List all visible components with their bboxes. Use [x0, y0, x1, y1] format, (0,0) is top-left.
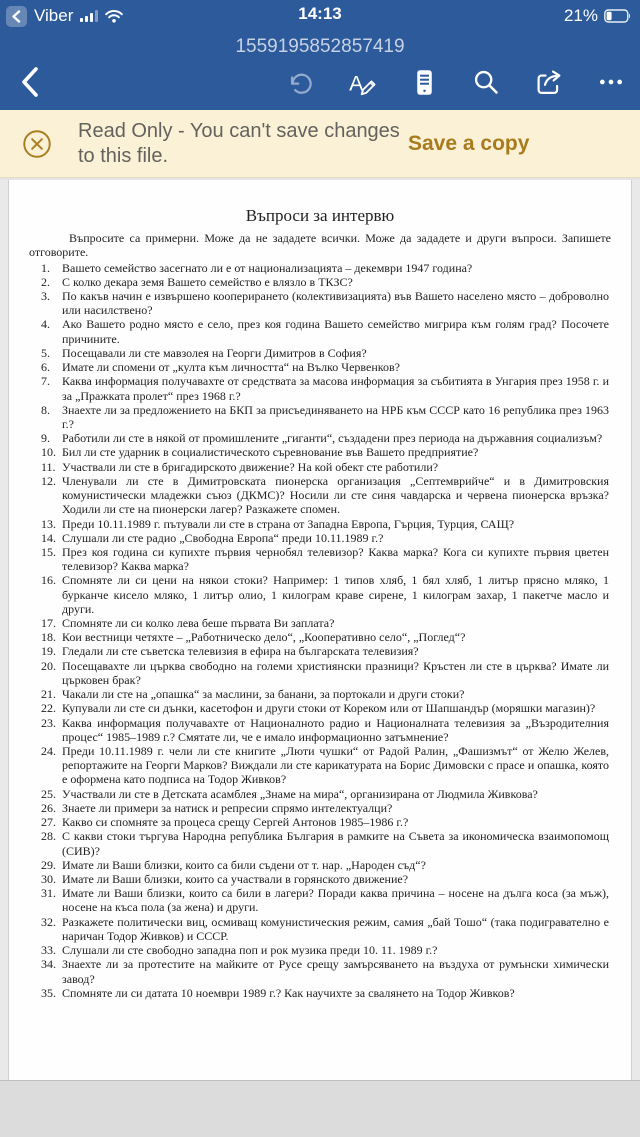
question-text: Кои вестници четяхте – „Работническо дело“, „Кооперативно село“, „Поглед“? — [62, 630, 466, 645]
question-item — [41, 531, 609, 545]
question-item — [41, 787, 609, 801]
question-number: 3. — [41, 289, 50, 304]
question-number: 18. — [41, 630, 56, 645]
question-number: 31. — [41, 886, 56, 901]
battery-icon — [604, 9, 632, 23]
doc-title: Въпроси за интервю — [245, 206, 395, 225]
question-number: 13. — [41, 516, 56, 531]
mobile-view-button[interactable] — [409, 66, 440, 99]
question-text: Участвали ли сте в Детската асамблея „Знаме на мира“, организирана от Людмила Живкова? — [62, 786, 538, 801]
question-text: Посещавали ли сте мавзолея на Георги Димитров в София? — [62, 345, 367, 360]
question-text: Имате ли спомени от „култа към личността“ на Вълко Червенков? — [62, 360, 400, 375]
question-text: Каква информация получавахте от средствата за масова информация за събитията в Унгария през 1958 г. и за „Пражката пролет“ през 1968 г.? — [62, 374, 609, 403]
question-text: Имате ли Ваши близки, които са били в лагери? Поради каква причина – носене на дълга коса (за мъж), носене на къса пола (за жена) и други. — [62, 886, 609, 915]
battery-percent: 21% — [563, 6, 598, 25]
more-button[interactable] — [596, 67, 626, 97]
question-number: 20. — [41, 658, 56, 673]
question-number: 2. — [41, 274, 50, 289]
back-button[interactable] — [18, 64, 42, 100]
question-text: Каква информация получавахте от Националното радио и Националната телевизия за „Възродителния процес“ 1985–1989 г.? Смятате ли, че е имало информационно затъмнение? — [62, 715, 609, 744]
question-number: 14. — [41, 530, 56, 545]
question-item — [41, 815, 609, 829]
question-text: Слушали ли сте свободно западна поп и рок музика преди 10. 11. 1989 г.? — [62, 943, 438, 958]
question-item — [41, 474, 609, 517]
question-number: 33. — [41, 943, 56, 958]
read-only-message: Read Only - You can't save changes to this file. — [78, 119, 400, 167]
question-number: 24. — [41, 744, 56, 759]
question-number: 26. — [41, 800, 56, 815]
question-number: 17. — [41, 616, 56, 631]
status-time: 14:13 — [298, 4, 342, 23]
question-item — [41, 872, 609, 886]
page-gutter — [0, 1080, 640, 1137]
share-icon — [534, 68, 564, 97]
document-canvas[interactable] — [0, 180, 640, 1080]
format-text-icon — [348, 68, 377, 97]
question-text: Какво си спомняте за процеса срещу Сергей Антонов 1985–1986 г.? — [62, 815, 409, 830]
question-number: 34. — [41, 957, 56, 972]
question-text: Преди 10.11.1989 г. чели ли сте книгите „Люти чушки“ от Радой Ралин, „Фашизмът“ от Желю Желев, репортажите на Георги Марков? Виждали ли сте карикатурата на Борис Димовски с прасе и опашка, която е оформена като подписа на Тодор Живков? — [62, 744, 609, 787]
question-item — [41, 886, 609, 914]
question-item — [41, 858, 609, 872]
question-number: 8. — [41, 402, 50, 417]
question-number: 15. — [41, 544, 56, 559]
question-text: Имате ли Ваши близки, които са участвали в горянското движение? — [62, 871, 409, 886]
question-number: 30. — [41, 871, 56, 886]
question-item — [41, 445, 609, 459]
question-item — [41, 616, 609, 630]
cellular-signal-icon — [80, 10, 98, 22]
question-item — [41, 644, 609, 658]
question-text: Имате ли Ваши близки, които са били съдени от т. нар. „Народен съд“? — [62, 857, 426, 872]
question-text: Участвали ли сте в бригадирското движение? На кой обект сте работили? — [62, 459, 439, 474]
question-number: 7. — [41, 374, 50, 389]
question-text: През коя година си купихте първия чернобял телевизор? Каква марка? Кога си купихте първия цветен телевизор? Каква марка? — [62, 544, 609, 574]
question-item — [41, 630, 609, 644]
question-number: 6. — [41, 360, 50, 375]
question-text: По какъв начин е извършено кооперирането (колективизацията) във Вашето населено място – доброволно или насилствено? — [62, 289, 609, 318]
question-number: 12. — [41, 473, 56, 488]
question-number: 35. — [41, 985, 56, 1000]
back-to-app-badge[interactable] — [6, 6, 27, 27]
question-text: Слушали ли сте радио „Свободна Европа“ преди 10.11.1989 г.? — [62, 530, 384, 545]
document-title: 1559195852857419 — [235, 36, 405, 57]
mobile-view-icon — [411, 68, 438, 97]
question-item — [41, 431, 609, 445]
ellipsis-icon — [598, 69, 624, 95]
question-item — [41, 957, 609, 985]
question-item — [41, 317, 609, 345]
question-text: С колко декара земя Вашето семейство е влязло в ТКЗС? — [62, 274, 353, 289]
question-number: 28. — [41, 829, 56, 844]
question-number: 10. — [41, 445, 56, 460]
question-number: 1. — [41, 260, 50, 275]
question-text: Спомняте ли си цени на някои стоки? Например: 1 типов хляб, 1 бял хляб, 1 литър прясно мляко, 1 бурканче кисело мляко, 1 литър олио, 1 килограм краве сирене, 1 килограм захар, 1 пакетче масло и други. — [62, 573, 609, 616]
question-text: Спомняте ли си датата 10 ноември 1989 г.? Как научихте за свалянето на Тодор Живков? — [62, 985, 515, 1000]
question-item — [41, 701, 609, 715]
question-text: Членували ли сте в Димитровската пионерска организация „Септемврийче“ и в Димитровския комунистически младежки съюз (ДКМС)? Носили ли сте синя чавдарска и червена пионерска връзка? Ходили ли сте на пионерски лагер? Разкажете спомен. — [62, 473, 609, 517]
question-text: Купували ли сте си дънки, касетофон и други стоки от Кореком или от Шапшандър (моряшки магазин)? — [62, 701, 596, 716]
question-item — [41, 545, 609, 573]
wifi-icon — [105, 9, 123, 23]
question-text: Ако Вашето родно място е село, през коя година Вашето семейство мигрира към голям град? Посочете причините. — [62, 317, 609, 346]
question-number: 21. — [41, 687, 56, 702]
question-text: Чакали ли сте на „опашка“ за маслини, за банани, за портокали и други стоки? — [62, 687, 465, 702]
format-button[interactable] — [346, 66, 379, 99]
chevron-left-icon — [20, 66, 40, 98]
question-item — [41, 346, 609, 360]
undo-icon — [287, 69, 314, 96]
dismiss-banner-button[interactable] — [20, 127, 54, 161]
question-number: 25. — [41, 786, 56, 801]
question-number: 16. — [41, 573, 56, 588]
question-number: 19. — [41, 644, 56, 659]
question-text: Посещавахте ли църква свободно на големи християнски празници? Кръстен ли сте в църква? Имате ли църковен брак? — [62, 658, 609, 687]
question-item — [41, 915, 609, 943]
question-text: Преди 10.11.1989 г. пътували ли сте в страна от Западна Европа, Гърция, Турция, САЩ? — [62, 516, 515, 531]
document-page[interactable] — [8, 180, 632, 1080]
read-only-banner — [0, 110, 640, 178]
question-item — [41, 460, 609, 474]
question-item — [41, 829, 609, 857]
question-item — [41, 517, 609, 531]
question-number: 23. — [41, 715, 56, 730]
toolbar — [0, 60, 640, 110]
question-item — [41, 943, 609, 957]
question-item — [41, 573, 609, 616]
question-text: Работили ли сте в някой от промишлените „гиганти“, създадени през периода на държавния социализъм? — [62, 431, 603, 446]
question-item — [41, 275, 609, 289]
question-item — [41, 801, 609, 815]
question-number: 4. — [41, 317, 50, 332]
question-number: 11. — [41, 459, 56, 474]
question-text: Разкажете политически виц, осмиващ комунистическия режим, самия „бай Тошо“ (така подигравателно е наричан Тодор Живков) и СССР. — [62, 914, 609, 943]
question-text: С какви стоки търгува Народна република България в рамките на Съвета за икономическа взаимопомощ (СИВ)? — [62, 829, 609, 858]
question-item — [41, 374, 609, 402]
question-item — [41, 744, 609, 787]
question-item — [41, 289, 609, 317]
question-item — [41, 403, 609, 431]
circle-x-icon — [20, 127, 54, 161]
question-number: 29. — [41, 857, 56, 872]
question-text: Знаехте ли за протестите на майките от Русе срещу замърсяването на въздуха от румънски химически завод? — [62, 957, 609, 986]
question-text: Знаехте ли за предложението на БКП за присъединяването на НРБ към СССР като 16 република през 1963 г.? — [62, 402, 609, 431]
search-icon — [472, 68, 500, 96]
save-a-copy-button[interactable]: Save a copy — [408, 131, 530, 155]
question-item — [41, 261, 609, 275]
question-item — [41, 687, 609, 701]
question-text: Бил ли сте ударник в социалистическото съревнование във Вашето предприятие? — [62, 445, 479, 460]
question-item — [41, 716, 609, 744]
back-app-label[interactable]: Viber — [34, 6, 74, 25]
question-number: 9. — [41, 431, 50, 446]
question-text: Спомняте ли си колко лева беше първата Ви заплата? — [62, 616, 335, 631]
question-number: 27. — [41, 815, 56, 830]
question-number: 5. — [41, 345, 50, 360]
svg-text:A: A — [349, 71, 364, 95]
top-chrome — [0, 0, 640, 110]
question-item — [41, 659, 609, 687]
question-text: Гледали ли сте съветска телевизия в ефира на българската телевизия? — [62, 644, 419, 659]
question-text: Знаете ли примери за натиск и репресии спрямо интелектуалци? — [62, 800, 393, 815]
question-item — [41, 360, 609, 374]
question-text: Вашето семейство засегнато ли е от национализацията – декември 1947 година? — [62, 260, 473, 275]
undo-button[interactable] — [285, 67, 316, 98]
status-bar — [0, 0, 640, 30]
question-list — [41, 261, 609, 1000]
question-number: 32. — [41, 914, 56, 929]
doc-intro: Въпросите са примерни. Може да не зададете всички. Може да зададете и други въпроси. Запишете отговорите. — [29, 231, 611, 260]
search-button[interactable] — [470, 66, 502, 98]
question-number: 22. — [41, 701, 56, 716]
share-button[interactable] — [532, 66, 566, 99]
chevron-left-icon — [11, 10, 22, 23]
question-item — [41, 986, 609, 1000]
